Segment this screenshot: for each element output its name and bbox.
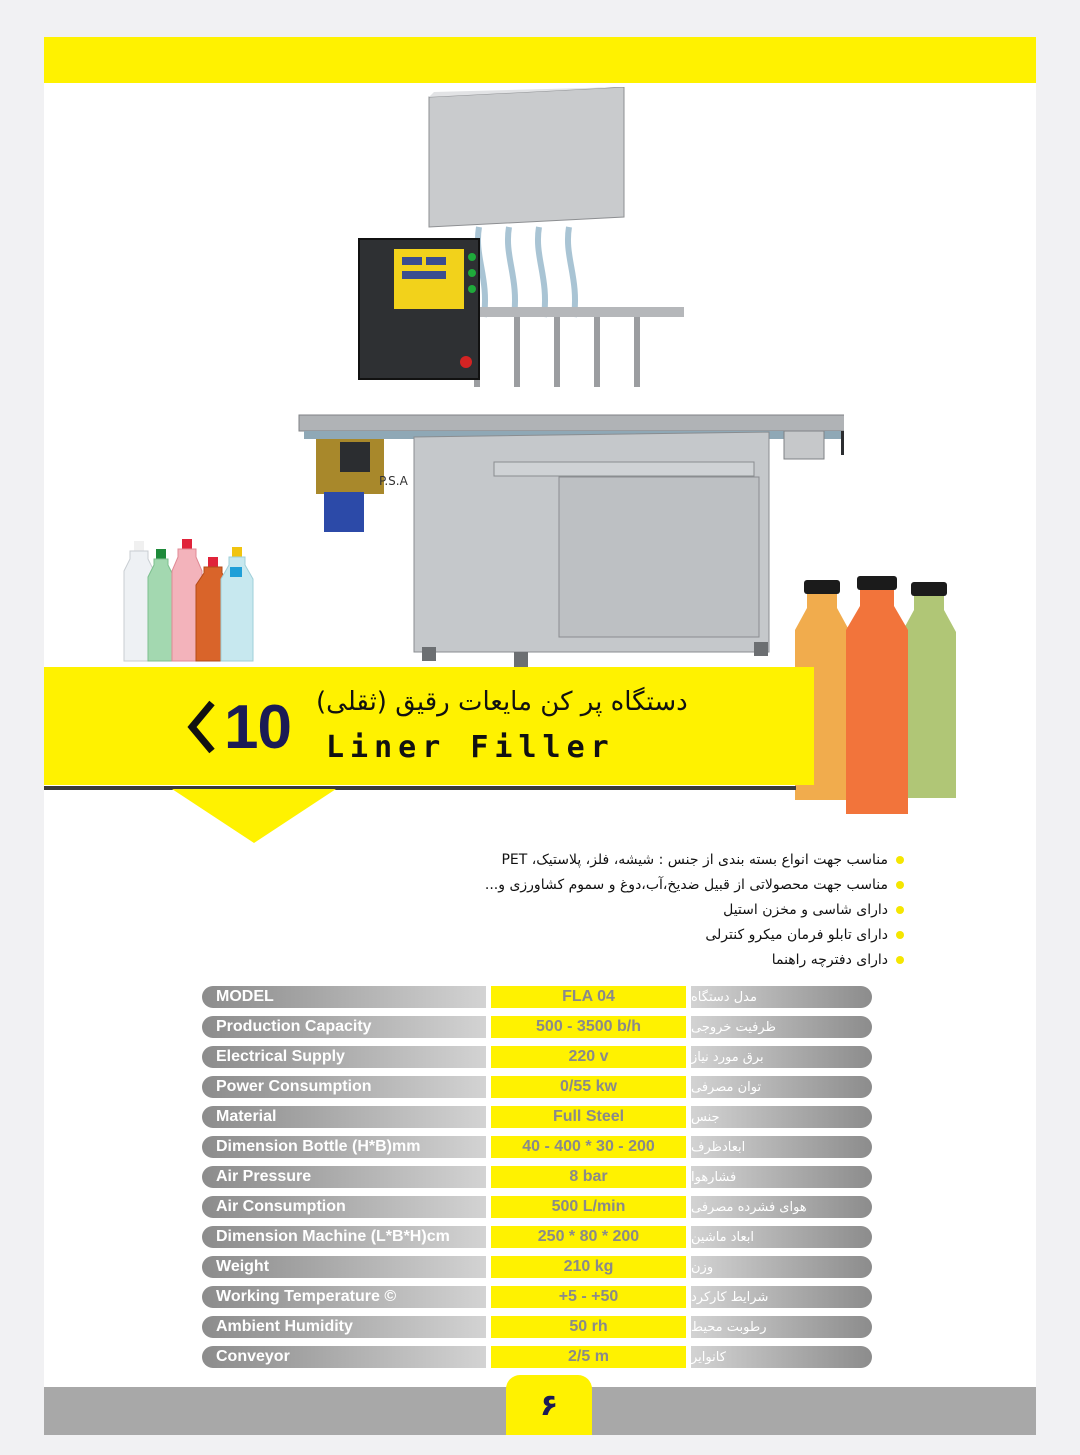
spec-label-en: Dimension Machine (L*B*H)cm xyxy=(202,1226,486,1248)
model-number-value: 10 xyxy=(224,692,291,762)
spec-label-en: MODEL xyxy=(202,986,486,1008)
spec-label-en: Material xyxy=(202,1106,486,1128)
spec-label-fa: جنس xyxy=(691,1106,872,1128)
juice-jars-image xyxy=(789,572,964,822)
table-row xyxy=(202,1072,872,1102)
spec-label-fa: کانوایر xyxy=(691,1346,872,1368)
spec-label-fa: ابعادظرف xyxy=(691,1136,872,1158)
spec-label-fa: فشارهوا xyxy=(691,1166,872,1188)
spec-label-fa: ظرفیت خروجی xyxy=(691,1016,872,1038)
spec-value: Full Steel xyxy=(491,1106,686,1128)
spec-value: 2/5 m xyxy=(491,1346,686,1368)
page-title-fa: دستگاه پر کن مایعات رقیق (ثقلی) xyxy=(316,687,688,717)
table-row xyxy=(202,1102,872,1132)
spec-value: 0/55 kw xyxy=(491,1076,686,1098)
table-row xyxy=(202,1252,872,1282)
spec-label-en: Weight xyxy=(202,1256,486,1278)
pet-bottles-image xyxy=(116,519,306,669)
bullet-icon xyxy=(896,956,904,964)
feature-item: دارای دفترچه راهنما xyxy=(344,947,904,972)
table-row xyxy=(202,1312,872,1342)
spec-label-fa: مدل دستگاه xyxy=(691,986,872,1008)
spec-label-fa: هوای فشرده مصرفی xyxy=(691,1196,872,1218)
spec-label-fa: برق مورد نیاز xyxy=(691,1046,872,1068)
bullet-icon xyxy=(896,881,904,889)
spec-value: 250 * 80 * 200 xyxy=(491,1226,686,1248)
page-title-en: Liner Filler xyxy=(326,730,615,765)
spec-value: 500 L/min xyxy=(491,1196,686,1218)
model-number xyxy=(184,692,291,762)
feature-item: مناسب جهت انواع بسته بندی از جنس : شیشه، فلز، پلاستیک، PET xyxy=(344,847,904,872)
spec-label-fa: توان مصرفی xyxy=(691,1076,872,1098)
spec-value: 8 bar xyxy=(491,1166,686,1188)
features-list xyxy=(344,847,904,972)
brand-plate-label: P.S.A xyxy=(379,474,408,488)
spec-label-en: Air Pressure xyxy=(202,1166,486,1188)
spec-value: 40 - 400 * 30 - 200 xyxy=(491,1136,686,1158)
spec-label-en: Electrical Supply xyxy=(202,1046,486,1068)
table-row xyxy=(202,1282,872,1312)
feature-item: مناسب جهت محصولاتی از قبیل ضدیخ،آب،دوغ و سموم کشاورزی و... xyxy=(344,872,904,897)
feature-item: دارای تابلو فرمان میکرو کنترلی xyxy=(344,922,904,947)
spec-label-fa: شرایط کارکرد xyxy=(691,1286,872,1308)
bullet-icon xyxy=(896,931,904,939)
spec-label-en: Production Capacity xyxy=(202,1016,486,1038)
page-number: ۶ xyxy=(506,1375,592,1435)
top-yellow-bar xyxy=(44,37,1036,83)
feature-item: دارای شاسی و مخزن استیل xyxy=(344,897,904,922)
table-row xyxy=(202,982,872,1012)
spec-value: 210 kg xyxy=(491,1256,686,1278)
spec-label-en: Air Consumption xyxy=(202,1196,486,1218)
spec-label-en: Ambient Humidity xyxy=(202,1316,486,1338)
table-row xyxy=(202,1042,872,1072)
banner-pointer xyxy=(172,789,336,843)
table-row xyxy=(202,1132,872,1162)
spec-value: 50 rh xyxy=(491,1316,686,1338)
table-row xyxy=(202,1192,872,1222)
spec-value: FLA 04 xyxy=(491,986,686,1008)
bullet-icon xyxy=(896,906,904,914)
bullet-icon xyxy=(896,856,904,864)
spec-label-en: Working Temperature © xyxy=(202,1286,486,1308)
title-underline xyxy=(44,786,796,790)
spec-label-fa: ابعاد ماشین xyxy=(691,1226,872,1248)
spec-label-en: Dimension Bottle (H*B)mm xyxy=(202,1136,486,1158)
title-banner xyxy=(44,667,814,785)
spec-label-en: Power Consumption xyxy=(202,1076,486,1098)
spec-value: +5 - +50 xyxy=(491,1286,686,1308)
liner-filler-machine-image xyxy=(244,87,844,667)
chevron-left-icon xyxy=(184,697,218,757)
spec-value: 500 - 3500 b/h xyxy=(491,1016,686,1038)
brochure-page xyxy=(44,37,1036,1435)
table-row xyxy=(202,1012,872,1042)
table-row xyxy=(202,1162,872,1192)
spec-label-fa: وزن xyxy=(691,1256,872,1278)
spec-label-fa: رطوبت محیط xyxy=(691,1316,872,1338)
spec-value: 220 v xyxy=(491,1046,686,1068)
table-row xyxy=(202,1222,872,1252)
spec-label-en: Conveyor xyxy=(202,1346,486,1368)
spec-table xyxy=(202,982,872,1372)
table-row xyxy=(202,1342,872,1372)
